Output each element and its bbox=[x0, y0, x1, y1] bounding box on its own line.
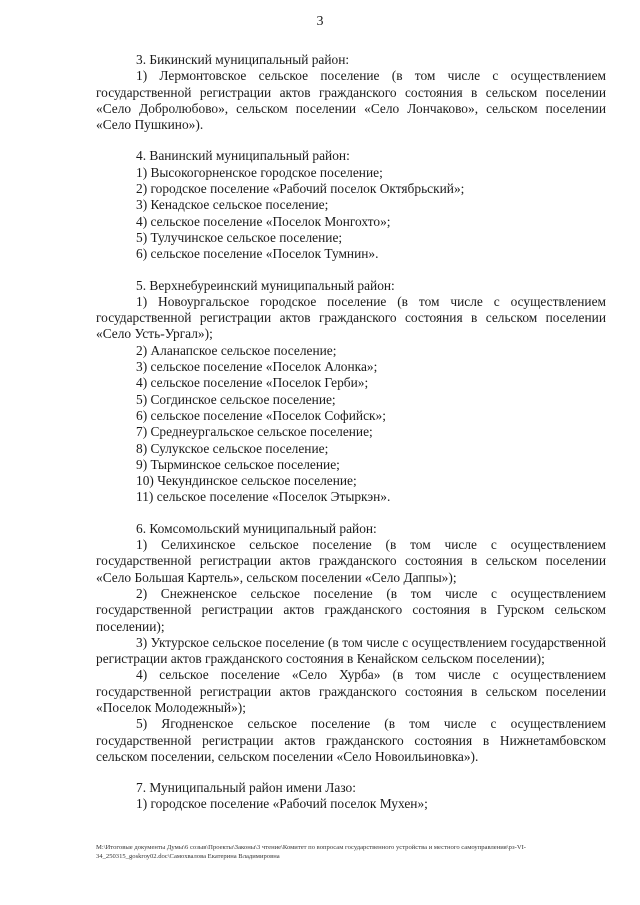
list-item: 3) сельское поселение «Поселок Алонка»; bbox=[136, 359, 378, 375]
list-item: 5) Согдинское сельское поселение; bbox=[136, 391, 336, 407]
section-title: 5. Верхнебуреинский муниципальный район: bbox=[136, 277, 395, 293]
page-number: 3 bbox=[316, 14, 324, 29]
footer-line-2: 34_250315_goskrоу02.doc\Самохвалова Екатерина Владимировна bbox=[96, 853, 280, 860]
section bbox=[96, 148, 606, 262]
list-item: 9) Тырминское сельское поселение; bbox=[136, 456, 340, 472]
list-item: 10) Чекундинское сельское поселение; bbox=[136, 473, 357, 489]
section bbox=[96, 52, 606, 133]
section-title: 4. Ванинский муниципальный район: bbox=[136, 148, 350, 164]
section bbox=[96, 521, 606, 765]
list-item: 2) Аланапское сельское поселение; bbox=[136, 342, 337, 358]
list-item: 4) сельское поселение «Поселок Герби»; bbox=[136, 375, 369, 391]
list-item: 3) Уктурское сельское поселение (в том числе с осуществлением государственной регистрации актов гражданского состояния в Кенайском сельском поселении); bbox=[96, 634, 606, 667]
document-body bbox=[96, 52, 606, 813]
list-item: 3) Кенадское сельское поселение; bbox=[136, 197, 329, 213]
list-item: 1) Лермонтовское сельское поселение (в том числе с осуществлением государственной регистрации актов гражданского состояния в сельском поселении «Село Добролюбово», сельском поселении «Село Лончаково», сельском поселении «Село Пушкино»). bbox=[96, 68, 606, 133]
list-item: 4) сельское поселение «Село Хурба» (в том числе с осуществлением государственной регистрации актов гражданского состояния в сельском поселении «Поселок Молодежный»); bbox=[96, 667, 606, 715]
list-item: 2) городское поселение «Рабочий поселок Октябрьский»; bbox=[136, 181, 465, 197]
list-item: 1) Высокогорненское городское поселение; bbox=[136, 164, 383, 180]
list-item: 11) сельское поселение «Поселок Этыркэн». bbox=[136, 489, 391, 505]
list-item: 5) Ягодненское сельское поселение (в том числе с осуществлением государственной регистрации актов гражданского состояния в Нижнетамбовском сельском поселении, сельском поселении «Село Новоильиновка»). bbox=[96, 716, 606, 764]
section bbox=[96, 278, 606, 506]
section-title: 6. Комсомольский муниципальный район: bbox=[136, 520, 377, 536]
list-item: 2) Снежненское сельское поселение (в том числе с осуществлением государственной регистрации актов гражданского состояния в Гурском сельском поселении); bbox=[96, 585, 606, 634]
list-item: 1) Селихинское сельское поселение (в том числе с осуществлением государственной регистрации актов гражданского состояния в сельском поселении «Село Большая Картель», сельском поселении «Село Даппы»); bbox=[96, 537, 606, 585]
section-title: 7. Муниципальный район имени Лазо: bbox=[136, 780, 356, 796]
section bbox=[96, 780, 606, 813]
list-item: 7) Среднеургальское сельское поселение; bbox=[136, 424, 373, 440]
list-item: 5) Тулучинское сельское поселение; bbox=[136, 229, 343, 245]
list-item: 1) Новоургальское городское поселение (в том числе с осуществлением государственной регистрации актов гражданского состояния в сельском поселении «Село Усть-Ургал»); bbox=[96, 293, 606, 342]
list-item: 8) Сулукское сельское поселение; bbox=[136, 440, 329, 456]
list-item: 6) сельское поселение «Поселок Тумнин». bbox=[136, 246, 379, 262]
file-path-footer bbox=[96, 843, 606, 861]
list-item: 6) сельское поселение «Поселок Софийск»; bbox=[136, 407, 386, 423]
list-item: 4) сельское поселение «Поселок Монгохто»; bbox=[136, 213, 391, 229]
list-item: 1) городское поселение «Рабочий поселок Мухен»; bbox=[136, 796, 428, 812]
section-title: 3. Бикинский муниципальный район: bbox=[136, 52, 350, 67]
footer-line-1: М:\Итоговые документы Думы\6 созыв\Проекты\Законы\3 чтение\Комитет по вопросам государственного устройства и местного самоуправления\рз-VI- bbox=[96, 844, 526, 851]
